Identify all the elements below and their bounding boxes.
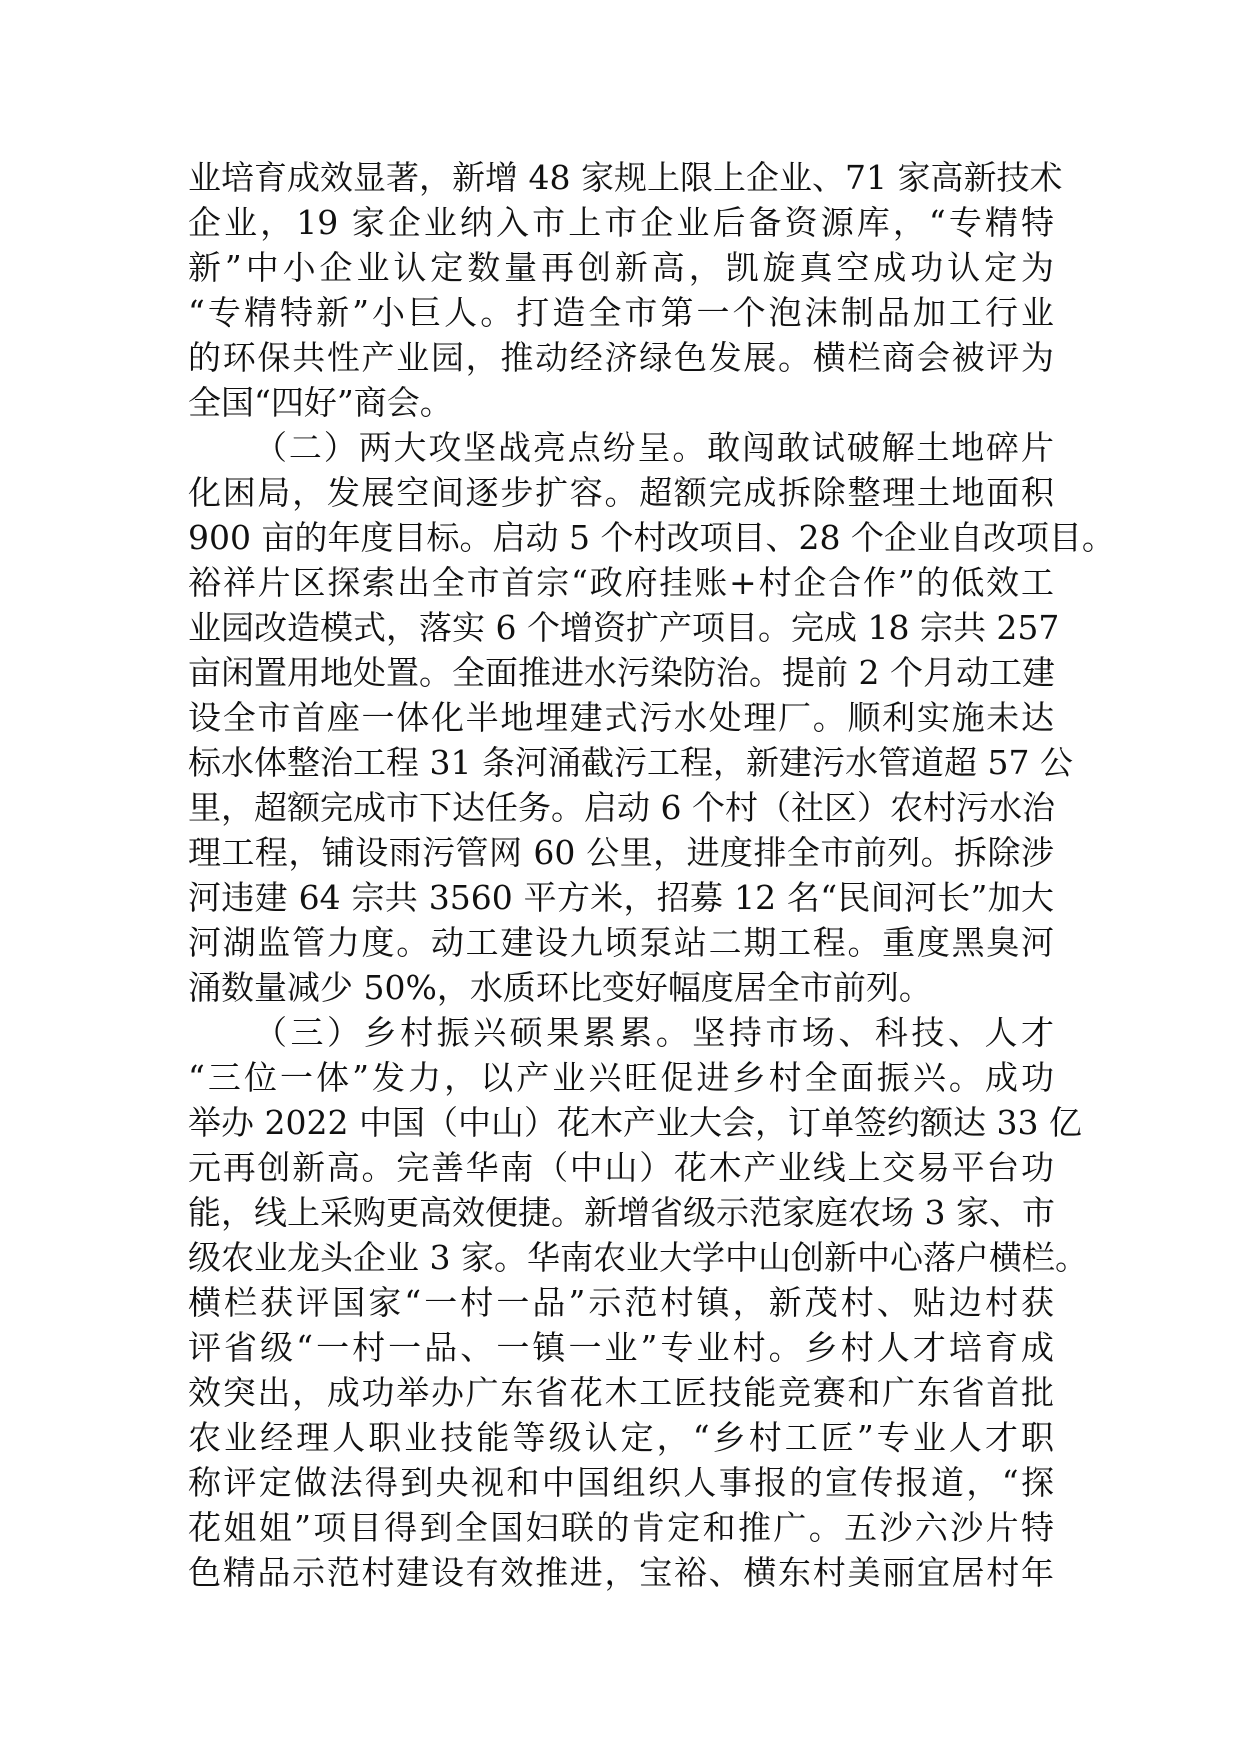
text-line: 称评定做法得到央视和中国组织人事报的宣传报道，“探 <box>188 1463 1054 1502</box>
text-line: 色精品示范村建设有效推进，宝裕、横东村美丽宜居村年 <box>188 1553 1054 1592</box>
text-line: 元再创新高。完善华南（中山）花木产业线上交易平台功 <box>188 1148 1054 1187</box>
text-line: 裕祥片区探索出全市首宗“政府挂账+村企合作”的低效工 <box>188 563 1054 602</box>
text-line: 花姐姐”项目得到全国妇联的肯定和推广。五沙六沙片特 <box>188 1508 1054 1547</box>
text-line: 河违建 64 宗共 3560 平方米，招募 12 名“民间河长”加大 <box>188 878 1054 917</box>
text-line: 级农业龙头企业 3 家。华南农业大学中山创新中心落户横栏。 <box>188 1238 1088 1277</box>
document-page <box>188 155 1115 1595</box>
text-line: 设全市首座一体化半地埋建式污水处理厂。顺利实施未达 <box>188 698 1054 737</box>
text-line: 效突出，成功举办广东省花木工匠技能竞赛和广东省首批 <box>188 1373 1054 1412</box>
text-line: “三位一体”发力，以产业兴旺促进乡村全面振兴。成功 <box>188 1058 1054 1097</box>
text-line: 里，超额完成市下达任务。启动 6 个村（社区）农村污水治 <box>188 788 1055 827</box>
text-line: 举办 2022 中国（中山）花木产业大会，订单签约额达 33 亿 <box>188 1103 1082 1142</box>
paragraph-1 <box>188 155 1063 425</box>
text-line: 农业经理人职业技能等级认定，“乡村工匠”专业人才职 <box>188 1418 1054 1457</box>
text-line: 横栏获评国家“一村一品”示范村镇，新茂村、贴边村获 <box>188 1283 1054 1322</box>
paragraph-2 <box>188 425 1115 1010</box>
text-line: 亩闲置用地处置。全面推进水污染防治。提前 2 个月动工建 <box>188 653 1055 692</box>
paragraph-3 <box>188 1010 1088 1595</box>
text-line: 业园改造模式，落实 6 个增资扩产项目。完成 18 宗共 257 <box>188 608 1060 647</box>
text-line: （三）乡村振兴硕果累累。坚持市场、科技、人才 <box>254 1013 1054 1052</box>
text-line: 评省级“一村一品、一镇一业”专业村。乡村人才培育成 <box>188 1328 1054 1367</box>
text-line: 新”中小企业认定数量再创新高，凯旋真空成功认定为 <box>188 248 1054 287</box>
text-line: 标水体整治工程 31 条河涌截污工程，新建污水管道超 57 公 <box>188 743 1073 782</box>
text-line: 能，线上采购更高效便捷。新增省级示范家庭农场 3 家、市 <box>188 1193 1055 1232</box>
text-line: 900 亩的年度目标。启动 5 个村改项目、28 个企业自改项目。 <box>188 518 1115 557</box>
text-line: 全国“四好”商会。 <box>188 383 453 422</box>
text-line: 河湖监管力度。动工建设九顷泵站二期工程。重度黑臭河 <box>188 923 1054 962</box>
text-line: 业培育成效显著，新增 48 家规上限上企业、71 家高新技术 <box>188 158 1063 197</box>
text-line: 涌数量减少 50%，水质环比变好幅度居全市前列。 <box>188 968 932 1007</box>
text-line: 理工程，铺设雨污管网 60 公里，进度排全市前列。拆除涉 <box>188 833 1054 872</box>
text-line: 的环保共性产业园，推动经济绿色发展。横栏商会被评为 <box>188 338 1054 377</box>
text-line: 企业，19 家企业纳入市上市企业后备资源库，“专精特 <box>188 203 1054 242</box>
text-line: “专精特新”小巨人。打造全市第一个泡沫制品加工行业 <box>188 293 1054 332</box>
text-line: 化困局，发展空间逐步扩容。超额完成拆除整理土地面积 <box>188 473 1054 512</box>
text-line: （二）两大攻坚战亮点纷呈。敢闯敢试破解土地碎片 <box>254 428 1054 467</box>
